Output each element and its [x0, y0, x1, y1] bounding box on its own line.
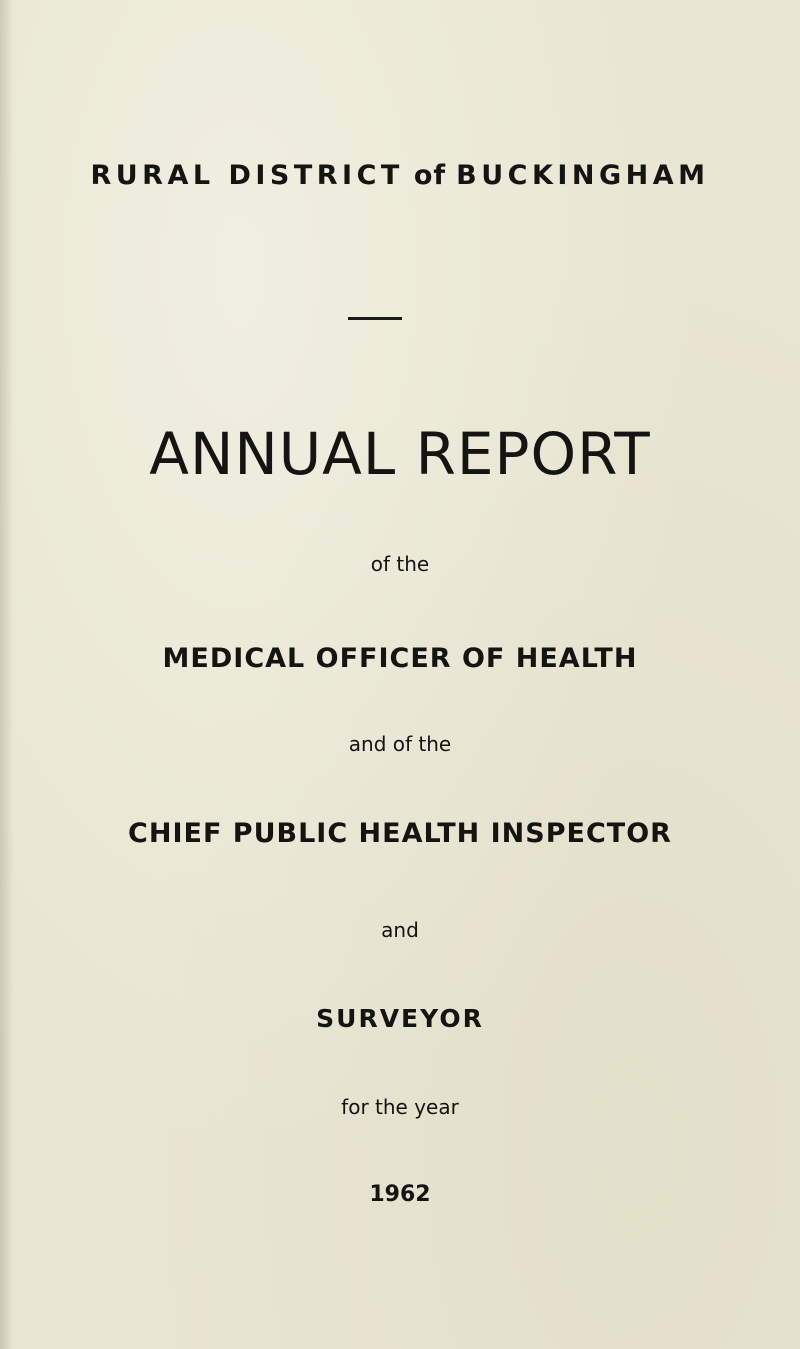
- chief-inspector-heading: CHIEF PUBLIC HEALTH INSPECTOR: [128, 818, 672, 849]
- district-heading-of: of: [413, 160, 447, 191]
- district-heading: [0, 160, 800, 191]
- and-of-the-text: and of the: [348, 732, 452, 756]
- district-heading-part2: BUCKINGHAM: [456, 160, 710, 191]
- medical-officer-heading: MEDICAL OFFICER OF HEALTH: [162, 643, 638, 674]
- of-the-text: of the: [370, 552, 430, 576]
- report-title: ANNUAL REPORT: [149, 420, 651, 488]
- for-the-year-text: for the year: [341, 1095, 459, 1119]
- surveyor-heading: SURVEYOR: [316, 1004, 484, 1033]
- report-year: 1962: [369, 1182, 431, 1207]
- and-text: and: [381, 918, 419, 942]
- divider-rule: [348, 317, 402, 320]
- page-edge-shadow: [0, 0, 14, 1349]
- district-heading-part1: RURAL DISTRICT: [90, 160, 404, 191]
